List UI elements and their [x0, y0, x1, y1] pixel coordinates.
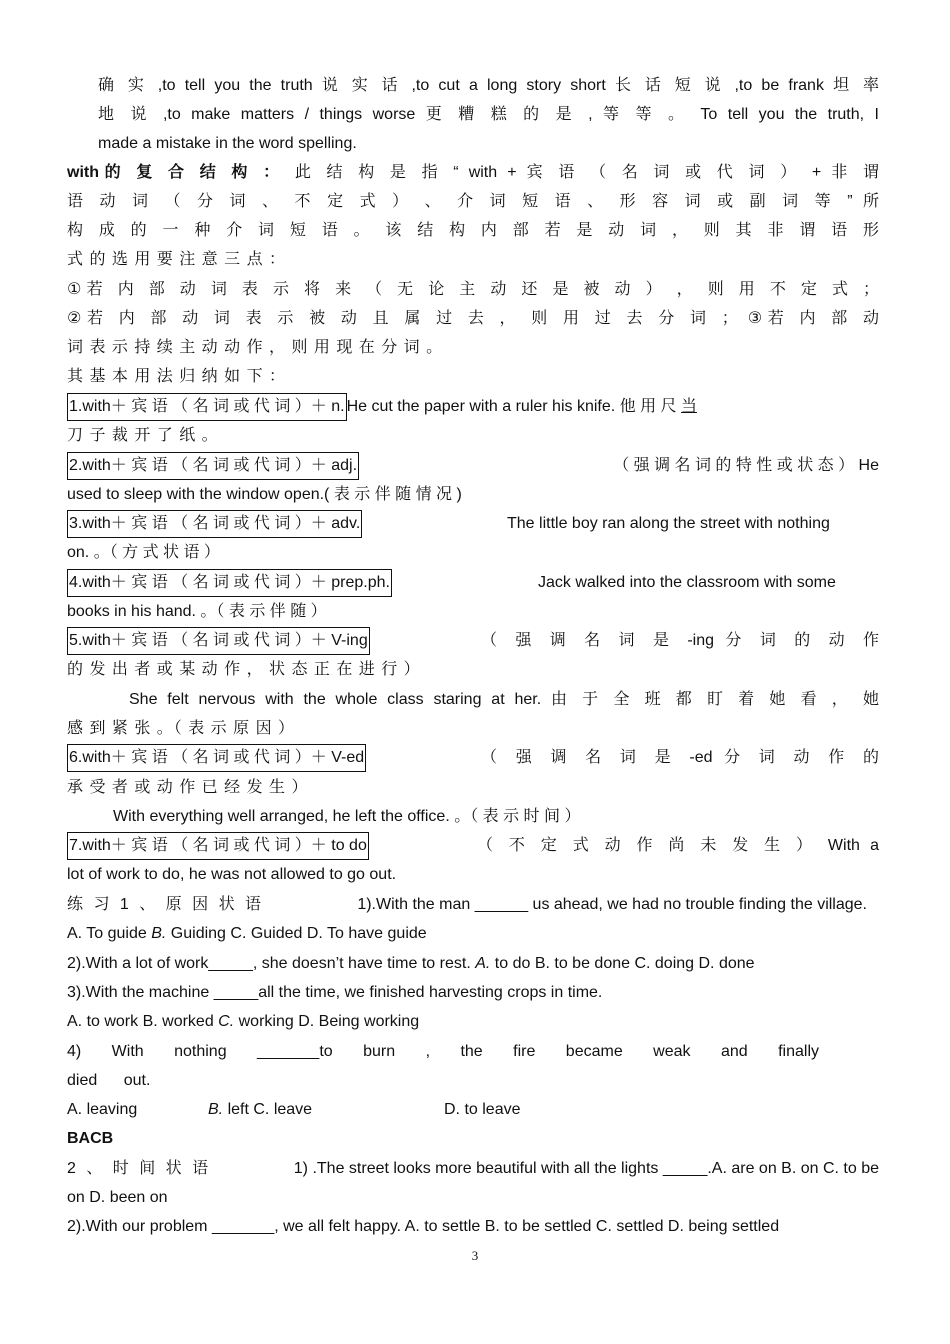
options-ab: A. to work B. worked: [67, 1013, 214, 1030]
with-structure-line-6: ②若 内 部 动 词 表 示 被 动 且 属 过 去 ， 则 用 过 去 分 词 ； ③若 内 部 动: [67, 310, 879, 327]
usage-5-line-2: 的 发 出 者 或 某 动 作 ， 状 态 正 在 进 行 ）: [67, 661, 421, 678]
exercise-2-q1: [67, 1159, 879, 1179]
exercise-2-q2: 2).With our problem _______, we all felt happy. A. to settle B. to be settled C. settled D. being settled: [67, 1218, 780, 1235]
usage-2-note: （ 强 调 名 词 的 特 性 或 状 态 ） He: [613, 457, 879, 474]
question-2-options: to do B. to be done C. doing D. done: [494, 955, 755, 972]
usage-5: [67, 631, 879, 651]
intro-line-1: 确 实 ,to tell you the truth 说 实 话 ,to cut a long story short 长 话 短 说 ,to be frank 坦 率: [98, 77, 879, 94]
usage-1: [67, 397, 879, 417]
exercise-1-answer: BACB: [67, 1130, 114, 1147]
option-a: A. To guide: [67, 925, 147, 942]
exercise-1-q4-line-2: died out.: [67, 1072, 151, 1089]
usage-1-pattern-box: 1.with＋ 宾 语 （ 名 词 或 代 词 ）＋ n.: [67, 393, 347, 421]
usage-2-line-2: used to sleep with the window open.( 表 示 伴 随 情 况 ): [67, 486, 462, 503]
usage-7-line-2: lot of work to do, he was not allowed to go out.: [67, 866, 397, 883]
intro-line-3: made a mistake in the word spelling.: [98, 135, 357, 152]
exercise-2-question-1: 1) .The street looks more beautiful with all the lights _____.A. are on B. on C. to be: [293, 1160, 879, 1177]
usage-4-line-2: books in his hand. 。（ 表 示 伴 随 ）: [67, 603, 327, 620]
options-bc: left C. leave: [227, 1101, 313, 1118]
option-d: D. to leave: [444, 1101, 521, 1118]
exercise-1-q3-options: [67, 1012, 879, 1032]
exercise-1-q2: [67, 954, 879, 974]
usage-1-line-2: 刀 子 裁 开 了 纸 。: [67, 427, 219, 444]
usage-1-example: He cut the paper with a ruler his knife. 他 用 尺: [346, 398, 677, 415]
usage-6-note: （ 强 调 名 词 是 -ed 分 词 动 作 的: [481, 749, 879, 766]
usage-3-line-2: on. 。（ 方 式 状 语 ）: [67, 544, 220, 561]
usage-4-pattern-box: 4.with＋ 宾 语 （ 名 词 或 代 词 ）＋ prep.ph.: [67, 569, 392, 597]
exercise-1-q4-options: [67, 1100, 879, 1120]
usage-4-example: Jack walked into the classroom with some: [538, 574, 836, 591]
option-a-letter: A.: [475, 955, 491, 972]
with-structure-line-2: 语 动 词 （ 分 词 、 不 定 式 ） 、 介 词 短 语 、 形 容 词 或 副 词 等 ” 所: [67, 193, 879, 210]
usage-6-line-2: 承 受 者 或 动 作 已 经 发 生 ）: [67, 779, 309, 796]
with-structure-line-3: 构 成 的 一 种 介 词 短 语 。 该 结 构 内 部 若 是 动 词 ， 则 其 非 谓 语 形: [67, 222, 879, 239]
exercise-1-q3: 3).With the machine _____all the time, we finished harvesting crops in time.: [67, 984, 603, 1001]
option-b-letter: B.: [151, 925, 167, 942]
section-heading: with的 复 合 结 构 ：: [67, 164, 285, 181]
option-a: A. leaving: [67, 1101, 138, 1118]
usage-5-pattern-box: 5.with＋ 宾 语 （ 名 词 或 代 词 ）＋ V-ing: [67, 627, 370, 655]
exercise-1-question-1: 1).With the man ______ us ahead, we had no trouble finding the village.: [357, 896, 867, 913]
exercise-2-q1-line-2: on D. been on: [67, 1189, 168, 1206]
exercise-2-title: 2 、 时 间 状 语: [67, 1160, 212, 1177]
with-structure-line-8: 其 基 本 用 法 归 纳 如 下 ：: [67, 368, 287, 385]
usage-6-pattern-box: 6.with＋ 宾 语 （ 名 词 或 代 词 ）＋ V-ed: [67, 744, 366, 772]
question-2-text: 2).With a lot of work_____, she doesn’t have time to rest.: [67, 955, 471, 972]
usage-4: [67, 573, 879, 593]
page-number: 3: [471, 1248, 479, 1263]
with-structure-line-5: ①若 内 部 动 词 表 示 将 来 （ 无 论 主 动 还 是 被 动 ） ， 则 用 不 定 式 ；: [67, 281, 879, 298]
usage-3: [67, 514, 879, 534]
exercise-1-title: 练 习 1 、 原 因 状 语: [67, 896, 265, 913]
intro-line-2: 地 说 ,to make matters / things worse 更 糟 糕 的 是 , 等 等 。 To tell you the truth, I: [98, 106, 879, 123]
usage-5-example: She felt nervous with the whole class staring at her. 由 于 全 班 都 盯 着 她 看 ， 她: [129, 691, 879, 708]
option-c-letter: C.: [218, 1013, 235, 1030]
usage-3-pattern-box: 3.with＋ 宾 语 （ 名 词 或 代 词 ）＋ adv.: [67, 510, 362, 538]
usage-1-underlined: 当: [680, 398, 697, 415]
exercise-1-q1-options: [67, 924, 879, 944]
with-structure-line-4: 式 的 选 用 要 注 意 三 点 ：: [67, 251, 287, 268]
options-rest: Guiding C. Guided D. To have guide: [170, 925, 427, 942]
with-structure-line-7: 词 表 示 持 续 主 动 动 作 ， 则 用 现 在 分 词 。: [67, 339, 444, 356]
with-structure-text: 此 结 构 是 指 “ with + 宾 语 （ 名 词 或 代 词 ） + 非 谓: [294, 164, 879, 181]
exercise-1-q4: 4) With nothing _______to burn , the fire became weak and finally: [67, 1043, 819, 1060]
usage-2: [67, 456, 879, 476]
usage-6-example: With everything well arranged, he left the office. 。（ 表 示 时 间 ）: [113, 808, 581, 825]
usage-7-note: （ 不 定 式 动 作 尚 未 发 生 ） With a: [477, 837, 879, 854]
exercise-1-q1: [67, 895, 879, 915]
usage-2-pattern-box: 2.with＋ 宾 语 （ 名 词 或 代 词 ）＋ adj.: [67, 452, 359, 480]
with-structure-line-1: [67, 163, 879, 183]
usage-6: [67, 748, 879, 768]
options-cd: working D. Being working: [238, 1013, 420, 1030]
usage-7-pattern-box: 7.with＋ 宾 语 （ 名 词 或 代 词 ）＋ to do: [67, 832, 369, 860]
usage-5-line-4: 感 到 紧 张 。（ 表 示 原 因 ）: [67, 720, 296, 737]
usage-7: [67, 836, 879, 856]
usage-5-note: （ 强 调 名 词 是 -ing 分 词 的 动 作: [481, 632, 879, 649]
option-b-letter: B.: [208, 1101, 224, 1118]
usage-3-example: The little boy ran along the street with nothing: [507, 515, 830, 532]
